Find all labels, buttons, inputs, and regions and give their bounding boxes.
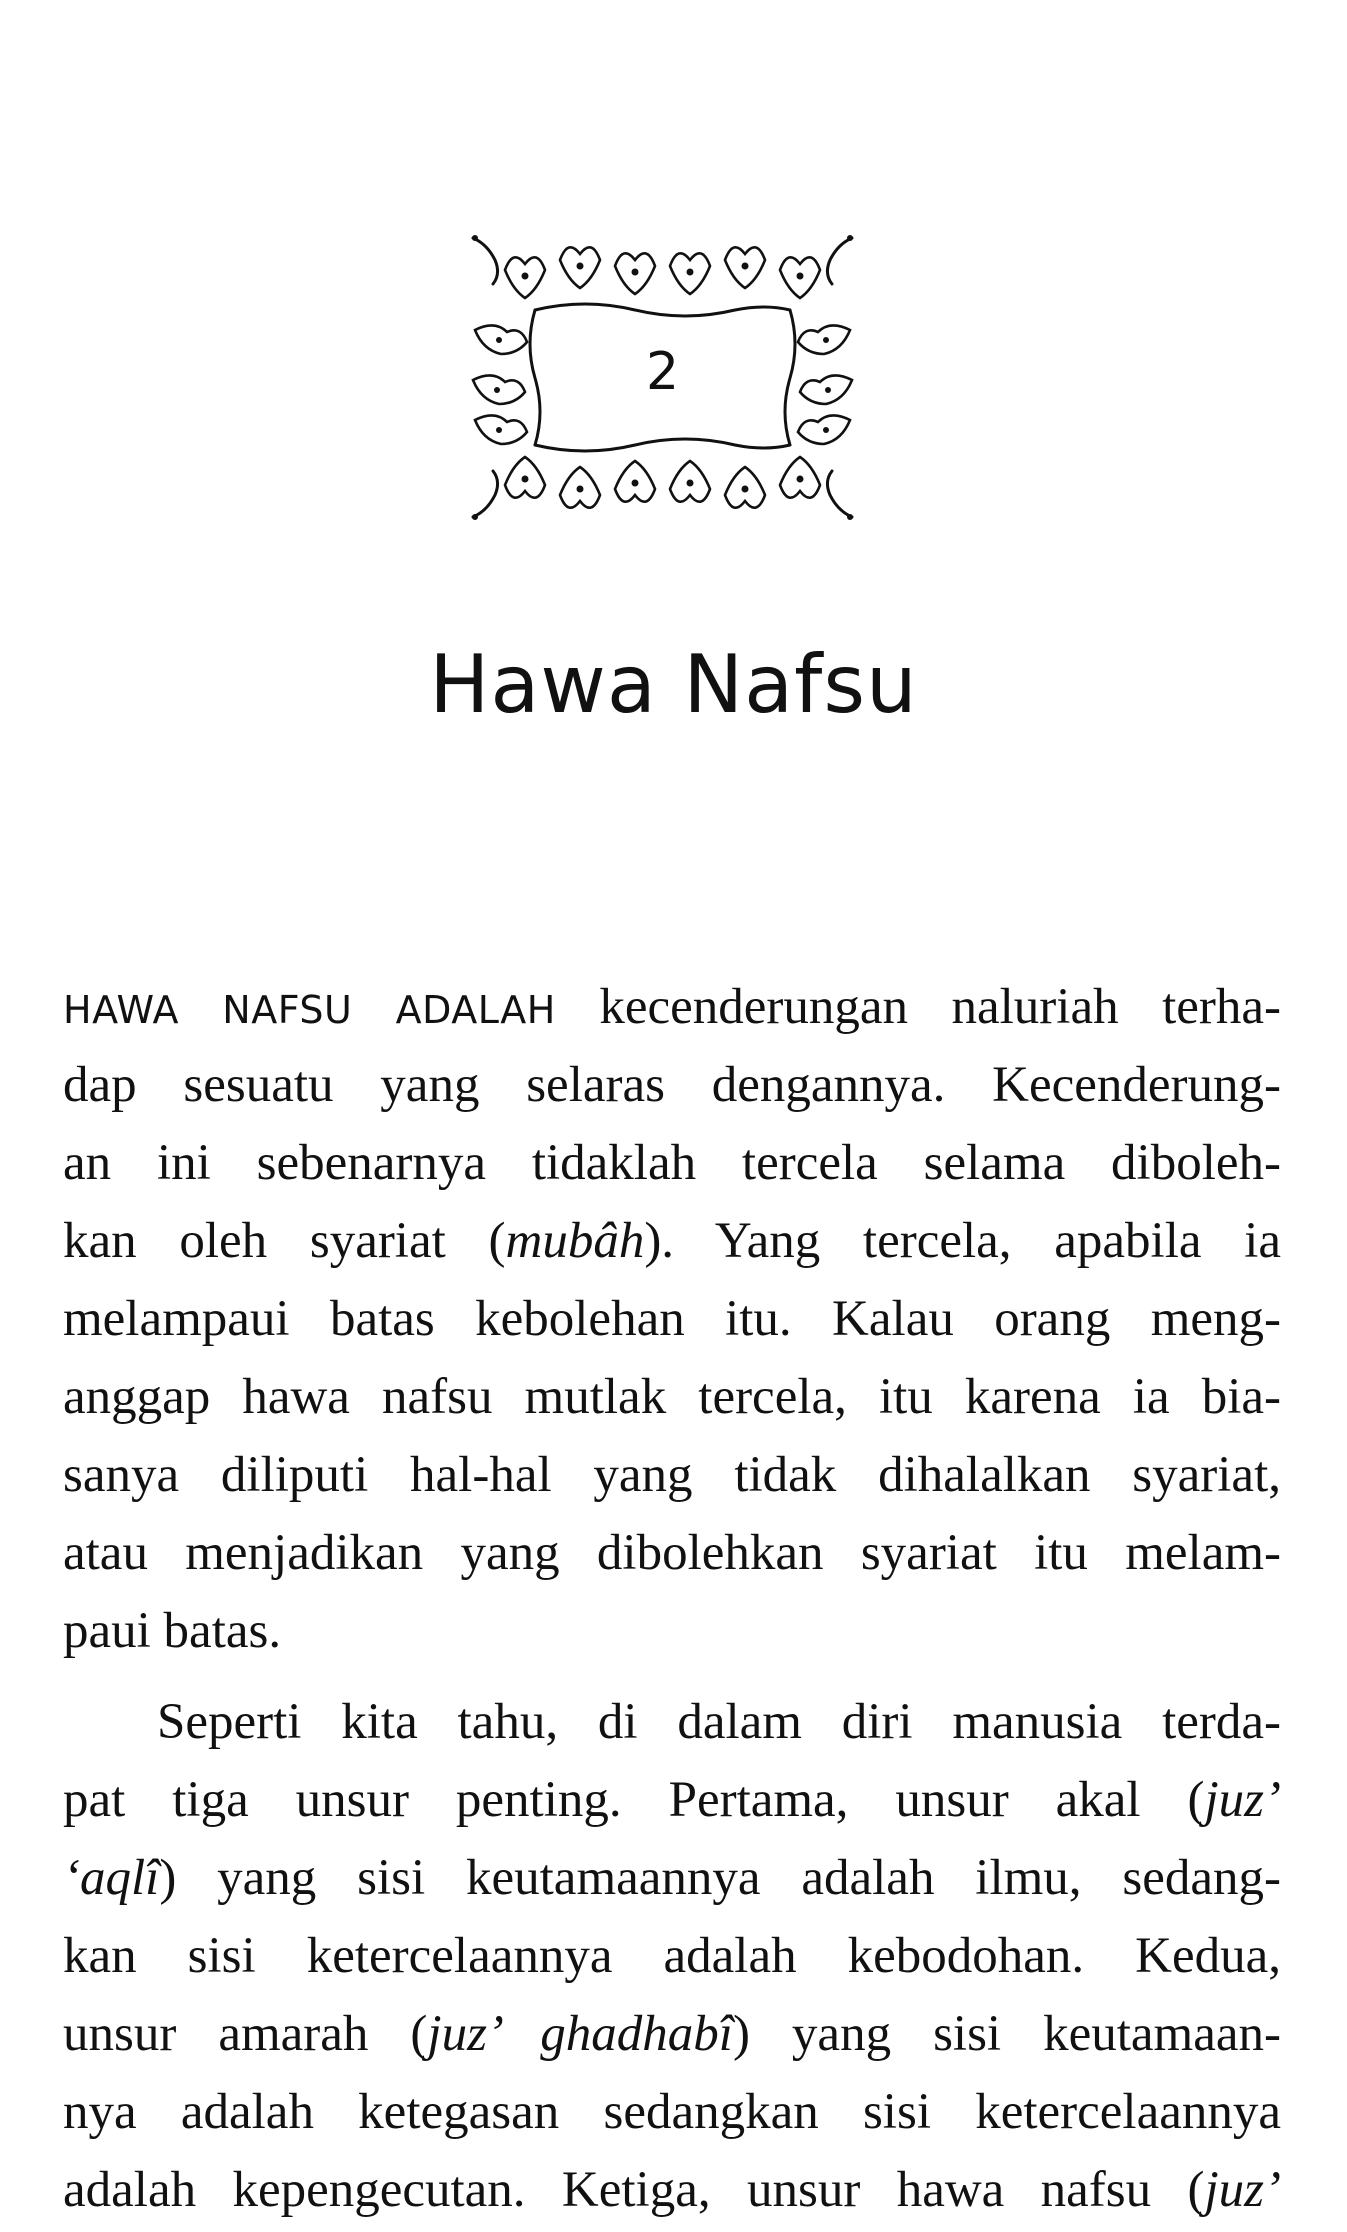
- text-line: [63, 1995, 1281, 2073]
- text-line: [63, 1839, 1281, 1917]
- text-run: ) yang sisi keutamaan-: [732, 2006, 1281, 2062]
- text-run: kan oleh syariat (: [63, 1213, 506, 1269]
- text-line: [157, 1683, 1281, 1761]
- italic-term: juz’: [1204, 1772, 1281, 1828]
- text-run: melampaui batas kebolehan itu. Kalau orang meng-: [63, 1291, 1281, 1347]
- text-line: [63, 968, 1281, 1046]
- text-run: ). Yang tercela, apabila ia: [644, 1213, 1282, 1269]
- text-line: [63, 2073, 1281, 2151]
- text-run: nya adalah ketegasan sedangkan sisi ketercelaannya: [63, 2084, 1281, 2140]
- text-run: kan sisi ketercelaannya adalah kebodohan. Kedua,: [63, 1928, 1281, 1984]
- text-run: ) yang sisi keutamaannya adalah ilmu, sedang-: [159, 1850, 1281, 1906]
- text-line: [63, 1124, 1281, 1202]
- text-run: unsur amarah (: [63, 2006, 428, 2062]
- text-run: paui batas.: [63, 1603, 282, 1659]
- text-run: Seperti kita tahu, di dalam diri manusia terda-: [157, 1694, 1281, 1750]
- text-run: anggap hawa nafsu mutlak tercela, itu karena ia bia-: [63, 1369, 1281, 1425]
- text-run: an ini sebenarnya tidaklah tercela selama diboleh-: [63, 1135, 1281, 1191]
- text-line: [63, 1280, 1281, 1358]
- text-line: [63, 1917, 1281, 1995]
- text-run: pat tiga unsur penting. Pertama, unsur akal (: [63, 1772, 1205, 1828]
- text-line: [63, 1046, 1281, 1124]
- italic-term: mubâh: [505, 1213, 645, 1269]
- chapter-title: Hawa Nafsu: [429, 638, 918, 731]
- text-line: [63, 1592, 1281, 1670]
- text-line: [63, 1514, 1281, 1592]
- text-run: dap sesuatu yang selaras dengannya. Kecenderung-: [63, 1057, 1281, 1113]
- text-run: kecenderungan naluriah terha-: [555, 979, 1281, 1035]
- italic-term: ‘aqlî: [63, 1850, 160, 1906]
- chapter-number: 2: [645, 342, 680, 402]
- text-line: [63, 1358, 1281, 1436]
- text-line: [63, 1202, 1281, 1280]
- italic-term: juz’ ghadhabî: [427, 2006, 733, 2062]
- text-run: adalah kepengecutan. Ketiga, unsur hawa nafsu (: [63, 2162, 1205, 2218]
- italic-term: juz’: [1204, 2162, 1281, 2218]
- lead-in-smallcaps: HAWA NAFSU ADALAH: [63, 988, 556, 1032]
- text-run: atau menjadikan yang dibolehkan syariat itu melam-: [63, 1525, 1281, 1581]
- text-run: sanya diliputi hal-hal yang tidak dihalalkan syariat,: [63, 1447, 1281, 1503]
- text-line: [63, 1436, 1281, 1514]
- text-line: [63, 1761, 1281, 1839]
- text-line: [63, 2151, 1281, 2229]
